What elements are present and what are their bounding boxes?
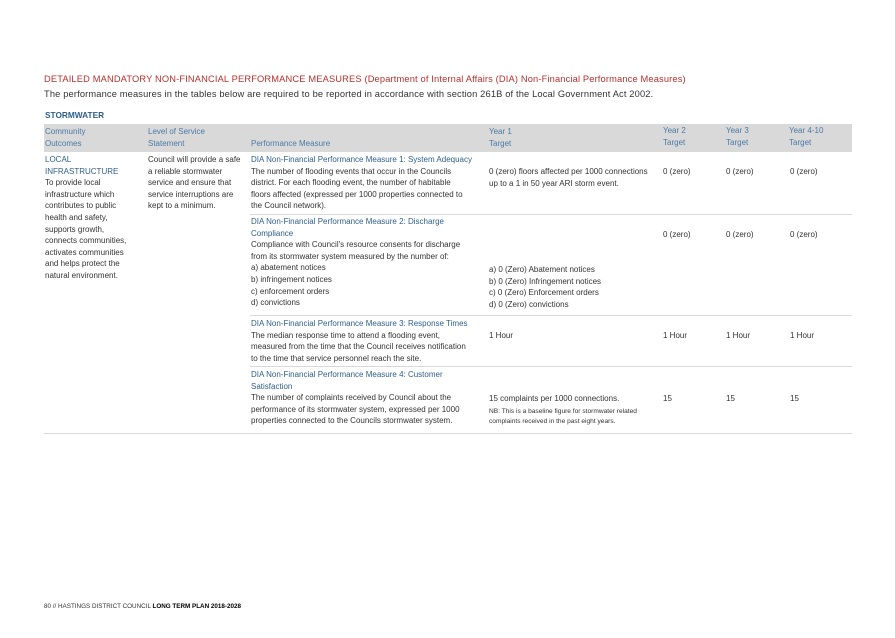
measure-1-year1 [489,166,661,189]
measure-1-year2: 0 (zero) [663,167,691,176]
year1-note [489,407,665,428]
year1-line: 0 (zero) floors affected per 1000 connections [489,167,648,176]
header-line: Year 2 [663,126,686,135]
header-performance-measure: Performance Measure [251,139,331,148]
header-line: Target [489,139,512,148]
header-line: Level of Service [148,127,205,136]
measure-1-year3: 0 (zero) [726,167,754,176]
los-line: service and ensure that [148,178,232,188]
header-line: Target [789,138,812,147]
header-line: Year 4-10 [789,126,824,135]
year1-line: d) 0 (Zero) convictions [489,299,569,309]
measure-4-year1 [489,393,665,428]
header-line: Target [663,138,686,147]
community-outcome-line: connects communities, [45,236,127,246]
intro-text: The performance measures in the tables below are required to be reported in accordance with section 261B of the Local Government Act 2002. [44,89,654,99]
section-title: STORMWATER [45,110,105,120]
community-outcome-line: supports growth, [45,224,105,234]
table-bottom-border [44,433,852,434]
page-heading: DETAILED MANDATORY NON-FINANCIAL PERFORMANCE MEASURES (Department of Internal Affairs (DIA) Non-Financial Performance Measures) [44,74,686,84]
measure-2-body-line: d) convictions [251,298,300,308]
measure-1-title: DIA Non-Financial Performance Measure 1: System Adequacy [251,155,472,164]
measure-1-body-line: The number of flooding events that occur in the Councils [251,166,452,176]
measure-4-body-line: performance of its stormwater system, expressed per 1000 [251,404,460,414]
header-line: Statement [148,139,185,148]
los-line: service interruptions are [148,189,234,199]
measure-2-title-line: DIA Non-Financial Performance Measure 2: Discharge [251,217,444,226]
community-outcome-line: To provide local [45,178,101,188]
measure-3-year4-10: 1 Hour [790,331,815,340]
measure-2-year4-10: 0 (zero) [790,230,818,239]
year1-line: up to a 1 in 50 year ARI storm event. [489,178,619,188]
measure-2-year1 [489,264,661,310]
measure-3-year3: 1 Hour [726,331,751,340]
row-divider [250,315,852,316]
measure-4-year4-10: 15 [790,394,799,403]
measure-4-body-line: The number of complaints received by Council about the [251,393,452,403]
row-divider [250,366,852,367]
header-year1 [489,126,512,150]
measure-3-body-line: to the time that service personnel reach the site. [251,353,422,363]
year1-line: a) 0 (Zero) Abatement notices [489,265,595,274]
measure-3-body-line: The median response time to attend a flooding event, [251,330,441,340]
measure-1-body-line: district. For each flooding event, the number of habitable [251,178,451,188]
measure-3-year2: 1 Hour [663,331,688,340]
header-community-outcomes [45,126,85,150]
community-outcome-line: activates communities [45,247,124,257]
measure-3-year1: 1 Hour [489,331,514,340]
measure-3-title: DIA Non-Financial Performance Measure 3: Response Times [251,319,468,328]
measure-1-body-line: the Council network). [251,201,327,211]
measure-3 [251,318,487,364]
measure-2-body-line: c) enforcement orders [251,286,330,296]
measure-1 [251,154,487,212]
page-footer [44,603,241,610]
row-divider [250,214,852,215]
measure-3-body-line: measured from the time that the Council receives notification [251,342,466,352]
header-line: Community [45,127,86,136]
measure-1-body-line: floors affected (expressed per 1000 properties connected to [251,189,463,199]
los-line: Council will provide a safe [148,155,241,164]
measure-2-body-line: b) infringement notices [251,274,332,284]
level-of-service-statement [148,154,250,212]
community-outcome-line: and helps protect the [45,259,120,269]
header-line: Year 3 [726,126,749,135]
header-year4-10 [789,125,823,149]
header-line: Year 1 [489,127,512,136]
community-outcome-title: LOCAL INFRASTRUCTURE [45,155,119,176]
header-line: Target [726,138,749,147]
measure-2-year3: 0 (zero) [726,230,754,239]
measure-2-year2: 0 (zero) [663,230,691,239]
measure-4-body-line: properties connected to the Councils stormwater system. [251,416,453,426]
measure-2-body-line: from its stormwater system measured by the number of: [251,251,449,261]
measure-2-title-line: Compliance [251,228,294,238]
measure-4-title-line: DIA Non-Financial Performance Measure 4: Customer [251,370,443,379]
measure-2 [251,216,487,309]
footer-prefix: 80 // HASTINGS DISTRICT COUNCIL [44,603,153,610]
footer-title: LONG TERM PLAN 2018-2028 [152,603,242,610]
year1-line: c) 0 (Zero) Enforcement orders [489,288,599,298]
measure-2-body-line: Compliance with Council's resource consents for discharge [251,240,461,250]
measure-2-body-line: a) abatement notices [251,263,326,273]
year1-note-line: NB: This is a baseline figure for stormwater related [489,407,637,415]
table-header [44,124,852,152]
measure-4-year3: 15 [726,394,735,403]
year1-line: b) 0 (Zero) Infringement notices [489,276,602,286]
measure-4-title-line: Satisfaction [251,381,293,391]
community-outcome-line: contributes to public [45,201,117,211]
header-year3 [726,125,749,149]
community-outcome-line: infrastructure which [45,189,115,199]
community-outcome-line: health and safety, [45,212,108,222]
community-outcome-line: natural environment. [45,270,118,280]
measure-4 [251,369,487,427]
measure-1-year4-10: 0 (zero) [790,167,818,176]
header-year2 [663,125,686,149]
year1-line: 15 complaints per 1000 connections. [489,394,620,403]
community-outcome [45,154,145,282]
los-line: kept to a minimum. [148,201,216,211]
header-level-of-service [148,126,205,150]
year1-note-line: complaints received in the past eight years. [489,418,616,426]
los-line: a reliable stormwater [148,166,223,176]
measure-4-year2: 15 [663,394,672,403]
header-line: Outcomes [45,139,82,148]
